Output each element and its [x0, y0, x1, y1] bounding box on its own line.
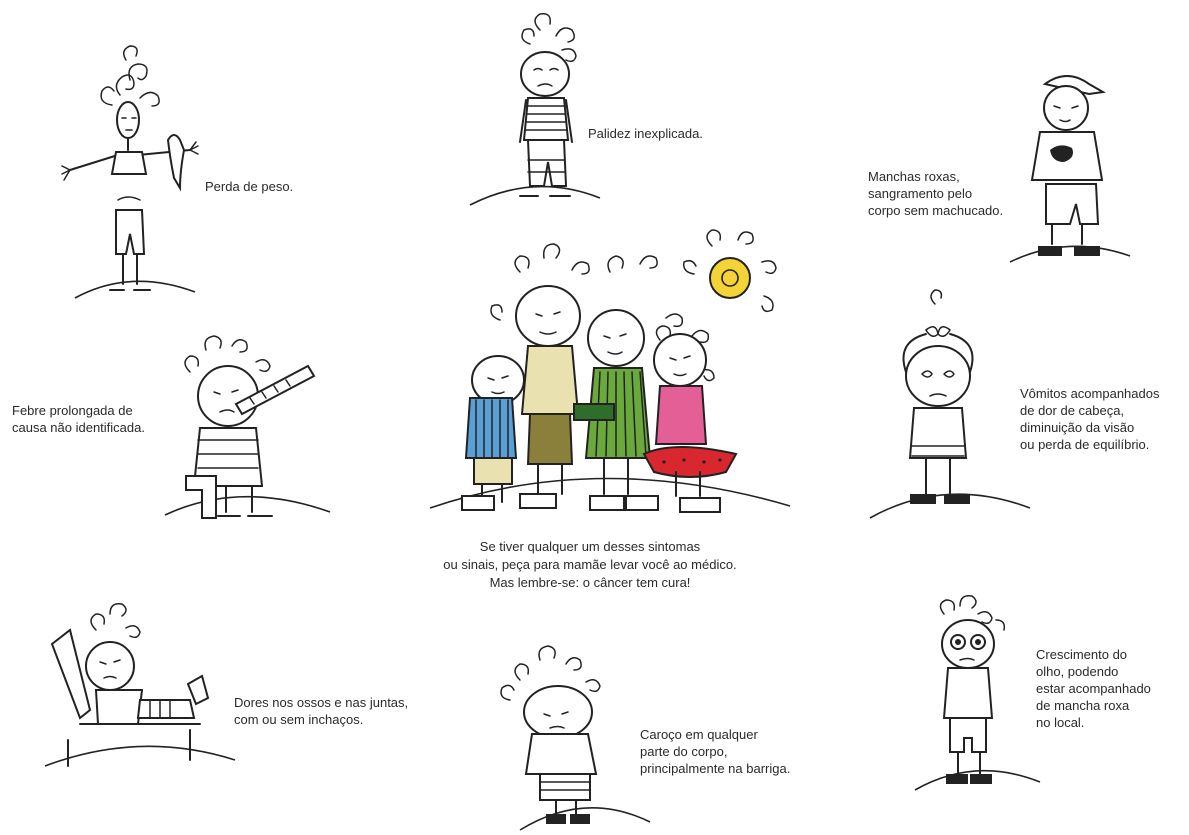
pale-child-illustration [470, 14, 600, 205]
child-holding-head-illustration [870, 290, 1030, 518]
symptom-eye-growth-text: Crescimento do olho, podendo estar acompanhado de mancha roxa no local. [1036, 647, 1151, 730]
sun-icon [684, 230, 776, 311]
symptom-bone-pain-text: Dores nos ossos e nas juntas, com ou sem inchaços. [234, 695, 409, 727]
center-message-text: Se tiver qualquer um desses sintomas ou sinais, peça para mamãe levar você ao médico. Mas lembre-se: o câncer tem cura! [443, 539, 737, 590]
symptom-vomiting-text: Vômitos acompanhados de dor de cabeça, diminuição da visão ou perda de equilíbrio. [1020, 386, 1160, 452]
symptom-weight-loss-text: Perda de peso. [205, 179, 294, 194]
children-group-hug-illustration [430, 230, 790, 512]
child-in-chair-illustration [45, 604, 235, 766]
child-with-eye-growth-illustration [915, 596, 1040, 790]
symptom-bruises-text: Manchas roxas, sangramento pelo corpo sem machucado. [868, 169, 1004, 218]
symptom-fever-text: Febre prolongada de causa não identificada. [12, 403, 145, 435]
thin-child-with-bird-illustration [62, 46, 198, 298]
child-with-thermometer-illustration [165, 336, 330, 518]
symptom-lump-text: Caroço em qualquer parte do corpo, principalmente na barriga. [640, 727, 791, 776]
symptom-pallor-text: Palidez inexplicada. [588, 126, 703, 141]
child-with-lump-illustration [501, 646, 650, 830]
child-with-bruises-illustration [1010, 76, 1130, 262]
